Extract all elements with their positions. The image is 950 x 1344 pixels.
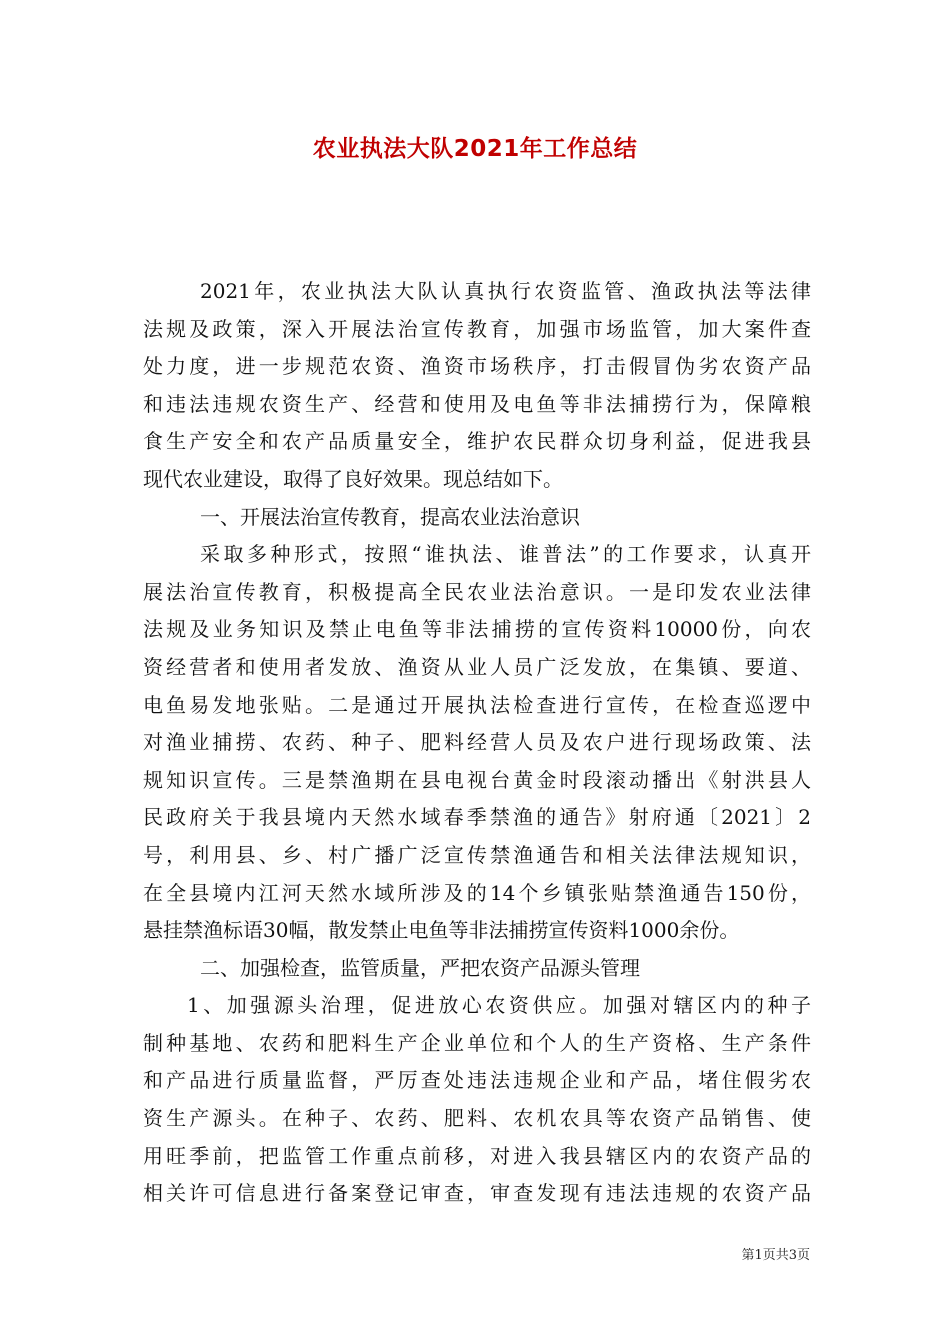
body-line: 用旺季前，把监管工作重点前移，对进入我县辖区内的农资产品的 — [143, 1143, 811, 1168]
document-body — [143, 273, 811, 1213]
body-line: 电鱼易发地张贴。二是通过开展执法检查进行宣传，在检查巡逻中 — [143, 692, 811, 717]
section-heading: 二、加强检查，监管质量，严把农资产品源头管理 — [200, 955, 640, 980]
page-title: 农业执法大队2021年工作总结 — [312, 136, 638, 162]
body-line: 展法治宣传教育，积极提高全民农业法治意识。一是印发农业法律 — [143, 579, 811, 604]
page-number: 第1页共3页 — [741, 1248, 810, 1263]
body-line: 处力度，进一步规范农资、渔资市场秩序，打击假冒伪劣农资产品 — [143, 354, 811, 379]
body-line: 民政府关于我县境内天然水域春季禁渔的通告》射府通〔2021〕2 — [143, 805, 811, 830]
body-line: 食生产安全和农产品质量安全，维护农民群众切身利益，促进我县 — [143, 429, 811, 454]
body-line: 制种基地、农药和肥料生产企业单位和个人的生产资格、生产条件 — [143, 1030, 811, 1055]
body-line: 法规及政策，深入开展法治宣传教育，加强市场监管，加大案件查 — [143, 316, 811, 341]
section-heading: 一、开展法治宣传教育，提高农业法治意识 — [200, 504, 580, 529]
body-line: 资经营者和使用者发放、渔资从业人员广泛发放，在集镇、要道、 — [143, 654, 811, 679]
body-line: 和违法违规农资生产、经营和使用及电鱼等非法捕捞行为，保障粮 — [143, 391, 811, 416]
body-line: 号，利用县、乡、村广播广泛宣传禁渔通告和相关法律法规知识， — [143, 842, 811, 867]
body-line: 相关许可信息进行备案登记审查，审查发现有违法违规的农资产品 — [143, 1181, 811, 1206]
body-line: 2021年，农业执法大队认真执行农资监管、渔政执法等法律 — [200, 279, 811, 303]
body-line: 和产品进行质量监督，严厉查处违法违规企业和产品，堵住假劣农 — [143, 1068, 811, 1093]
body-line: 在全县境内江河天然水域所涉及的14个乡镇张贴禁渔通告150份， — [143, 880, 811, 905]
body-line: 采取多种形式，按照“谁执法、谁普法”的工作要求，认真开 — [200, 542, 811, 567]
body-line: 法规及业务知识及禁止电鱼等非法捕捞的宣传资料10000份，向农 — [143, 617, 811, 642]
body-line: 资生产源头。在种子、农药、肥料、农机农具等农资产品销售、使 — [143, 1106, 811, 1131]
body-line: 1、加强源头治理，促进放心农资供应。加强对辖区内的种子 — [187, 993, 811, 1018]
body-line: 现代农业建设，取得了良好效果。现总结如下。 — [143, 466, 563, 491]
body-line: 对渔业捕捞、农药、种子、肥料经营人员及农户进行现场政策、法 — [143, 730, 811, 755]
body-line: 规知识宣传。三是禁渔期在县电视台黄金时段滚动播出《射洪县人 — [143, 767, 811, 792]
body-line: 悬挂禁渔标语30幅，散发禁止电鱼等非法捕捞宣传资料1000余份。 — [143, 918, 740, 943]
